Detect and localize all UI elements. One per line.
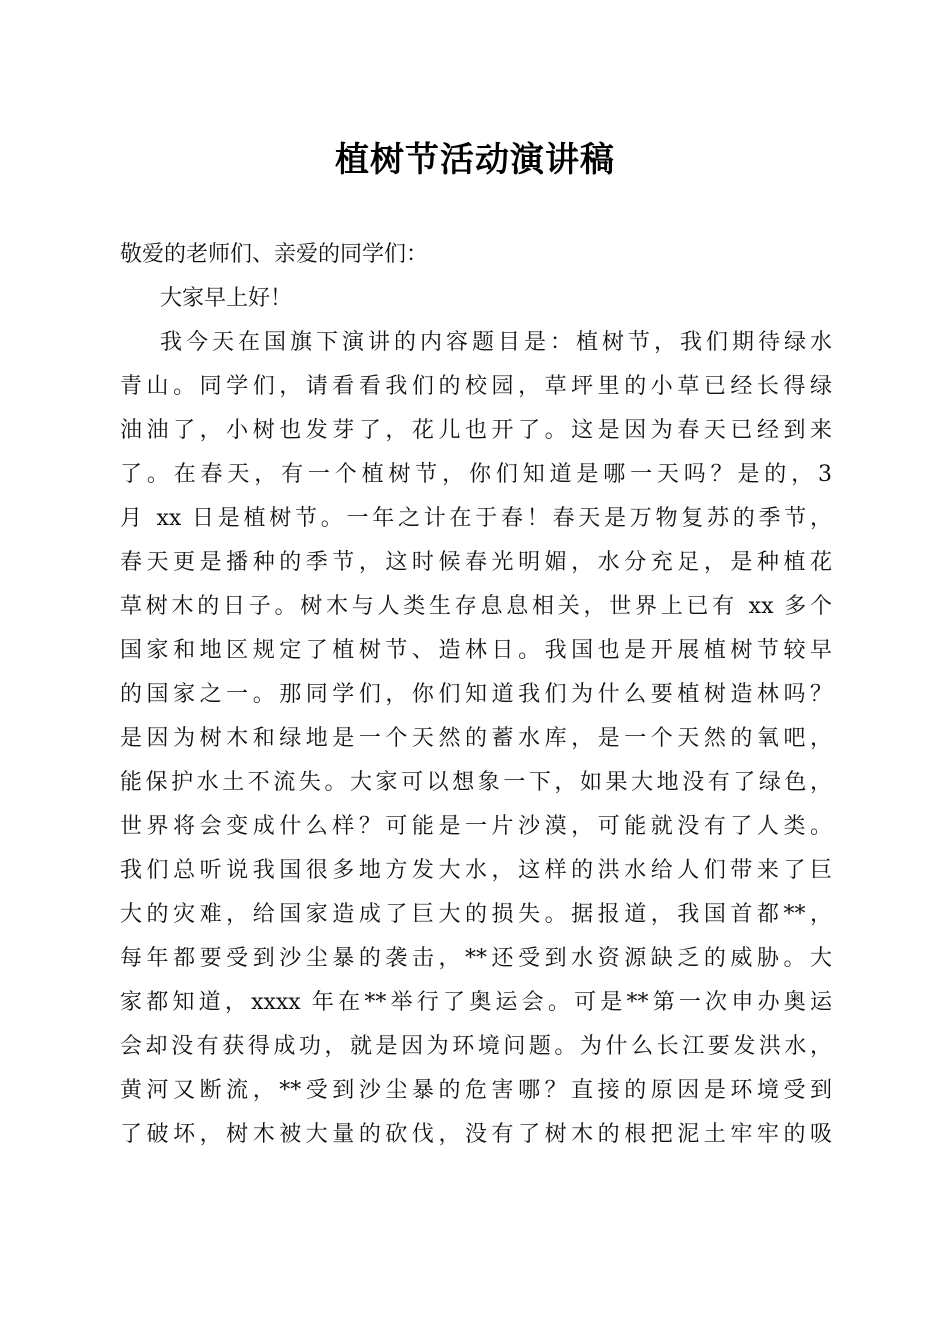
paragraph-line: 春天更是播种的季节，这时候春光明媚，水分充足，是种植花: [120, 550, 832, 575]
paragraph-line: 黄河又断流，**受到沙尘暴的危害哪？直接的原因是环境受到: [120, 1078, 832, 1103]
paragraph-line: 能保护水土不流失。大家可以想象一下，如果大地没有了绿色，: [120, 770, 832, 795]
greeting: 大家早上好！: [160, 286, 293, 311]
paragraph-line: 了破坏，树木被大量的砍伐，没有了树木的根把泥土牢牢的吸: [120, 1122, 832, 1147]
paragraph-line: 每年都要受到沙尘暴的袭击，**还受到水资源缺乏的威胁。大: [120, 946, 832, 971]
paragraph-line: 国家和地区规定了植树节、造林日。我国也是开展植树节较早: [120, 638, 832, 663]
paragraph-line: 世界将会变成什么样？可能是一片沙漠，可能就没有了人类。: [120, 814, 832, 839]
paragraph-line: 了。在春天，有一个植树节，你们知道是哪一天吗？是的，3: [120, 462, 832, 487]
paragraph-line: 是因为树木和绿地是一个天然的蓄水库，是一个天然的氧吧，: [120, 726, 832, 751]
salutation: 敬爱的老师们、亲爱的同学们：: [120, 242, 429, 267]
document-title: 植树节活动演讲稿: [335, 140, 615, 180]
paragraph-line: 油油了，小树也发芽了，花儿也开了。这是因为春天已经到来: [120, 418, 832, 443]
paragraph-line: 草树木的日子。树木与人类生存息息相关，世界上已有 xx 多个: [120, 594, 832, 619]
paragraph-line: 青山。同学们，请看看我们的校园，草坪里的小草已经长得绿: [120, 374, 832, 399]
paragraph-line: 的国家之一。那同学们，你们知道我们为什么要植树造林吗？: [120, 682, 832, 707]
paragraph-line: 我们总听说我国很多地方发大水，这样的洪水给人们带来了巨: [120, 858, 832, 883]
paragraph-line: 会却没有获得成功，就是因为环境问题。为什么长江要发洪水，: [120, 1034, 832, 1059]
paragraph-line: 大的灾难，给国家造成了巨大的损失。据报道，我国首都**，: [120, 902, 832, 927]
paragraph-line: 月 xx 日是植树节。一年之计在于春！春天是万物复苏的季节，: [120, 506, 832, 531]
paragraph-line: 我今天在国旗下演讲的内容题目是：植树节，我们期待绿水: [160, 330, 832, 355]
paragraph-line: 家都知道，xxxx 年在**举行了奥运会。可是**第一次申办奥运: [120, 990, 832, 1015]
